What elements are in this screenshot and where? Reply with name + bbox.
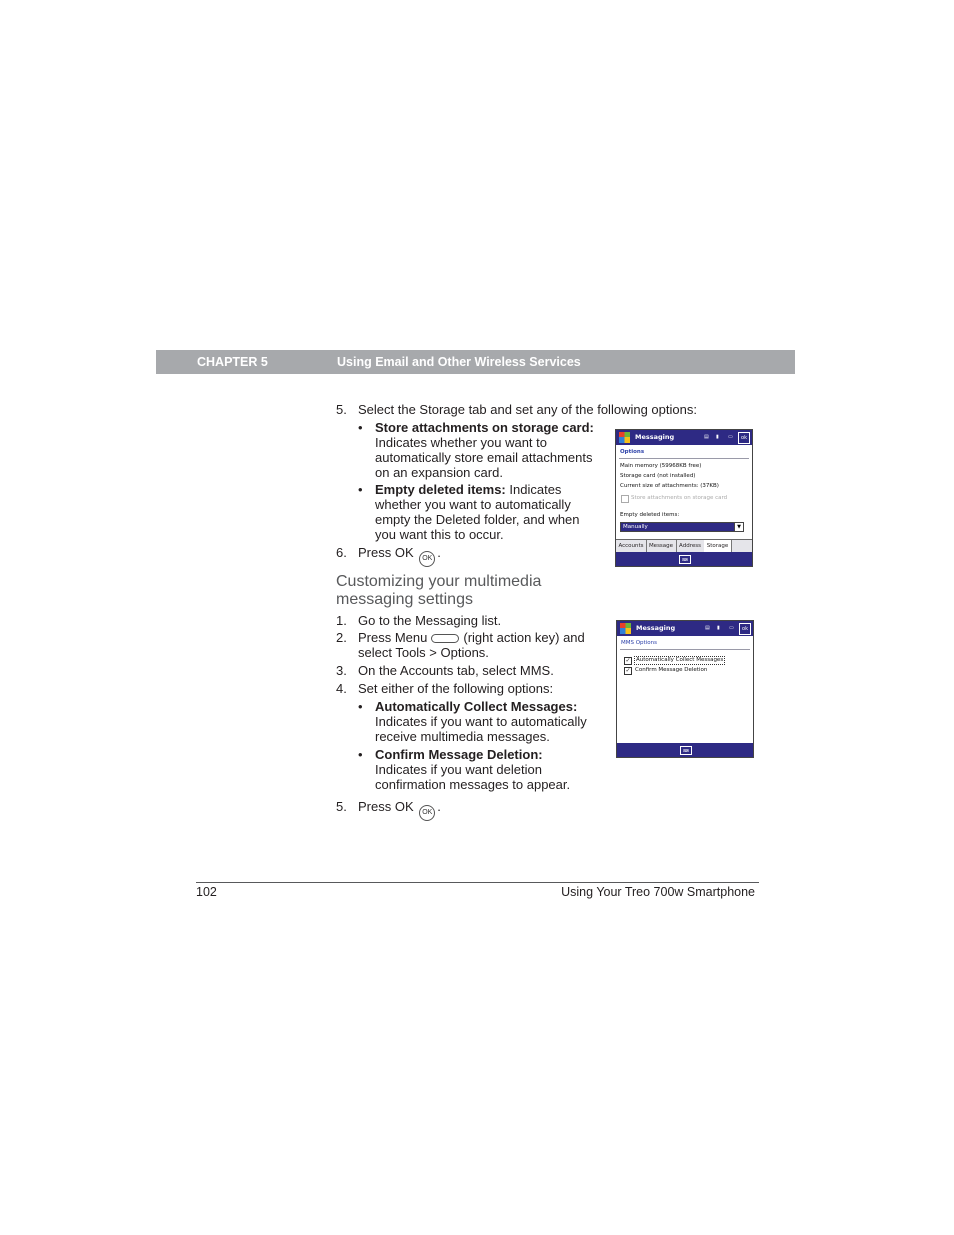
bullet-empty-deleted (375, 482, 600, 542)
phone-tab-strip (616, 539, 752, 553)
phone-bottom-bar (617, 743, 753, 757)
bullet-term: Automatically Collect Messages: (375, 699, 578, 714)
roaming-icon: ▤ (705, 625, 710, 631)
phone-title-bar (617, 621, 753, 636)
empty-deleted-dropdown (620, 522, 744, 532)
keyboard-icon: ⌨ (679, 555, 691, 564)
ok-button-icon: OK (419, 551, 435, 567)
bullet-text: you want this to occur. (375, 527, 504, 542)
step-label: (right action key) and (463, 630, 585, 645)
step-number: 5. (336, 402, 347, 417)
tab-message: Message (646, 540, 677, 552)
step-label: Press Menu (358, 630, 428, 645)
bullet-text: receive multimedia messages. (375, 729, 550, 744)
battery-icon: ▭ (729, 625, 734, 631)
bullet-text: empty the Deleted folder, and when (375, 512, 580, 527)
phone-ok-button: ok (739, 623, 751, 635)
store-attachments-checkbox (621, 495, 629, 503)
bullet-marker: • (358, 747, 363, 762)
bullet-term: Confirm Message Deletion: (375, 747, 543, 762)
bullet-marker: • (358, 699, 363, 714)
right-action-key-icon (431, 634, 459, 643)
step-number: 3. (336, 663, 347, 678)
windows-flag-icon (620, 623, 631, 634)
main-memory-text: Main memory (59968KB free) (620, 463, 702, 469)
bullet-term: Store attachments on storage card: (375, 420, 594, 435)
step-text: Select the Storage tab and set any of the following options: (358, 402, 697, 417)
step-number: 2. (336, 630, 347, 645)
section-heading (336, 573, 541, 609)
windows-flag-icon (619, 432, 630, 443)
tab-accounts: Accounts (616, 540, 647, 552)
step-number: 1. (336, 613, 347, 628)
chevron-down-icon: ▼ (734, 523, 743, 531)
bullet-auto-collect (375, 699, 610, 744)
confirm-deletion-checkbox: ✓ (625, 667, 631, 674)
bullet-store-attachments (375, 420, 605, 480)
step-number: 6. (336, 545, 347, 560)
step-number: 4. (336, 681, 347, 696)
bullet-text: Indicates if you want to automatically (375, 714, 587, 729)
chapter-header-bar (156, 350, 795, 374)
chapter-title: Using Email and Other Wireless Services (337, 355, 581, 369)
bullet-text: Indicates whether you want to (375, 435, 547, 450)
bullet-text: whether you want to automatically (375, 497, 571, 512)
bullet-confirm-deletion (375, 747, 610, 792)
battery-icon: ▭ (728, 434, 733, 440)
store-attachments-label: Store attachments on storage card (631, 495, 728, 501)
step-label: Press OK (358, 545, 414, 560)
bullet-text: on an expansion card. (375, 465, 503, 480)
phone-bottom-bar (616, 552, 752, 566)
book-title: Using Your Treo 700w Smartphone (561, 885, 755, 899)
step-number: 5. (336, 799, 347, 814)
dropdown-value: Manually (623, 524, 648, 530)
bullet-text: Indicates (509, 482, 562, 497)
bullet-text: automatically store email attachments (375, 450, 593, 465)
page-number: 102 (196, 885, 217, 899)
chapter-number: CHAPTER 5 (197, 355, 268, 369)
heading-line: messaging settings (336, 591, 473, 608)
step-text: Press OK OK . (358, 545, 441, 567)
confirm-deletion-label: Confirm Message Deletion (635, 667, 708, 673)
roaming-icon: ▤ (704, 434, 709, 440)
step-text (358, 630, 585, 645)
empty-deleted-label: Empty deleted items: (620, 512, 680, 518)
bullet-text: Indicates if you want deletion (375, 762, 542, 777)
phone-app-title: Messaging (636, 624, 676, 632)
bullet-marker: • (358, 420, 363, 435)
divider (619, 458, 749, 459)
step-text: select Tools > Options. (358, 645, 489, 660)
bullet-term: Empty deleted items: (375, 482, 506, 497)
phone-title-bar (616, 430, 752, 445)
auto-collect-label: Automatically Collect Messages (636, 657, 724, 663)
signal-icon: ▮ (716, 434, 719, 440)
step-text: Set either of the following options: (358, 681, 554, 696)
step-text: On the Accounts tab, select MMS. (358, 663, 554, 678)
divider (620, 649, 750, 650)
step-text: Go to the Messaging list. (358, 613, 502, 628)
attachment-size-text: Current size of attachments: (37KB) (620, 483, 719, 489)
ok-button-icon: OK (419, 805, 435, 821)
footer-rule (196, 882, 759, 883)
keyboard-icon: ⌨ (680, 746, 692, 755)
bullet-text: confirmation messages to appear. (375, 777, 571, 792)
bullet-marker: • (358, 482, 363, 497)
screenshot-storage-options (615, 429, 753, 567)
phone-ok-button: ok (738, 432, 750, 444)
phone-app-title: Messaging (635, 433, 675, 441)
phone-subtitle: MMS Options (621, 640, 657, 646)
tab-storage: Storage (704, 540, 732, 552)
auto-collect-checkbox: ✓ (625, 657, 631, 664)
screenshot-mms-options (616, 620, 754, 758)
step-label: Press OK (358, 799, 414, 814)
step-text: Press OK OK . (358, 799, 441, 821)
storage-card-text: Storage card (not installed) (620, 473, 696, 479)
signal-icon: ▮ (717, 625, 720, 631)
tab-address: Address (676, 540, 705, 552)
heading-line: Customizing your multimedia (336, 573, 542, 590)
phone-subtitle: Options (620, 449, 645, 455)
